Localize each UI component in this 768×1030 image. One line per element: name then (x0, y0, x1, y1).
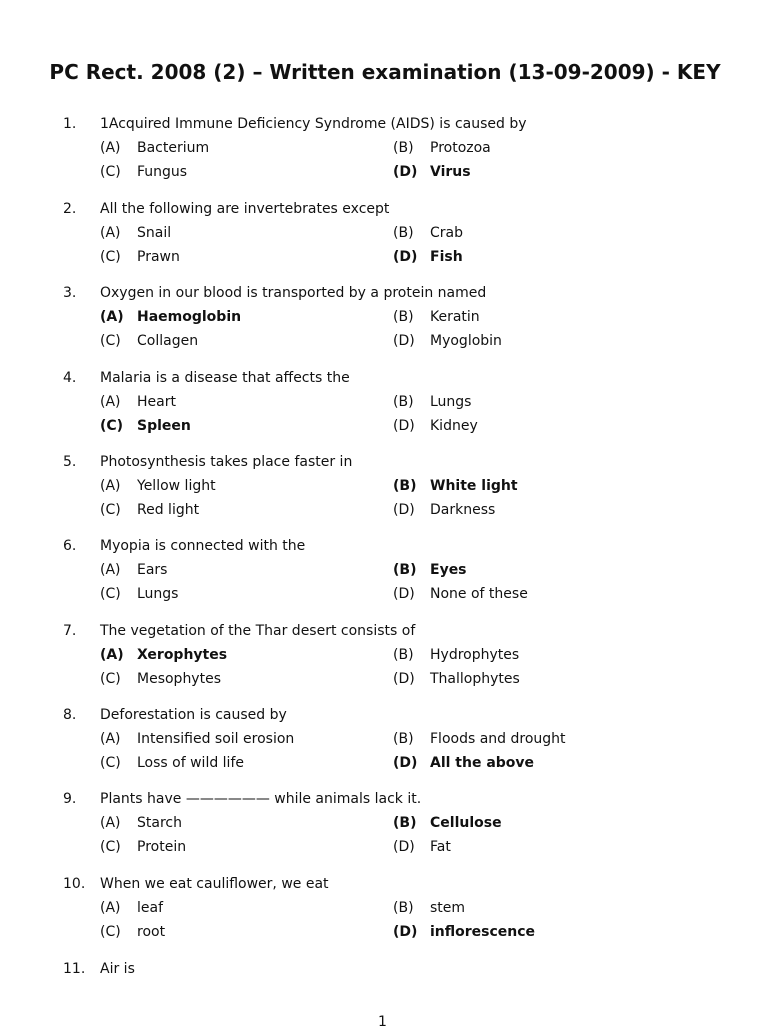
question-text: Air is (100, 961, 135, 977)
option-label: (B) (393, 900, 414, 916)
question-item (0, 284, 768, 356)
option-text: stem (430, 900, 466, 916)
option-text: All the above (430, 755, 535, 771)
question-stem (0, 875, 768, 899)
option-label: (D) (393, 755, 418, 771)
option-text: Floods and drought (430, 731, 566, 747)
option-row (0, 417, 768, 441)
option-label: (B) (393, 647, 414, 663)
option-label: (D) (393, 164, 418, 180)
option-row (0, 501, 768, 525)
option-row (0, 670, 768, 694)
option-label: (C) (100, 839, 121, 855)
option-text: Eyes (430, 562, 467, 578)
option-label: (A) (100, 562, 121, 578)
question-stem (0, 706, 768, 730)
option-row (0, 646, 768, 670)
option-text: Keratin (430, 309, 480, 325)
option-text: Mesophytes (137, 671, 221, 687)
question-number: 5. (63, 454, 77, 470)
question-number: 7. (63, 623, 77, 639)
option-text: None of these (430, 586, 528, 602)
option-text: Xerophytes (137, 647, 228, 663)
option-label: (B) (393, 562, 417, 578)
question-item (0, 115, 768, 187)
question-stem (0, 960, 768, 984)
option-text: Fat (430, 839, 451, 855)
option-label: (D) (393, 333, 415, 349)
option-row (0, 899, 768, 923)
option-label: (C) (100, 333, 121, 349)
option-text: Prawn (137, 249, 180, 265)
option-label: (A) (100, 478, 121, 494)
question-text: Malaria is a disease that affects the (100, 370, 350, 386)
option-label: (D) (393, 418, 415, 434)
option-text: Virus (430, 164, 471, 180)
question-stem (0, 790, 768, 814)
option-text: Yellow light (137, 478, 216, 494)
question-number: 9. (63, 791, 77, 807)
option-label: (B) (393, 731, 414, 747)
option-label: (D) (393, 671, 415, 687)
option-row (0, 838, 768, 862)
option-row (0, 754, 768, 778)
option-label: (C) (100, 418, 124, 434)
option-row (0, 308, 768, 332)
option-label: (C) (100, 755, 121, 771)
option-label: (C) (100, 502, 121, 518)
option-row (0, 224, 768, 248)
option-label: (C) (100, 671, 121, 687)
option-text: root (137, 924, 166, 940)
page-title: PC Rect. 2008 (2) – Written examination (13-09-2009) - KEY (49, 60, 721, 84)
question-stem (0, 369, 768, 393)
question-stem (0, 453, 768, 477)
option-text: Intensified soil erosion (137, 731, 295, 747)
option-label: (C) (100, 924, 121, 940)
option-label: (D) (393, 586, 415, 602)
option-row (0, 561, 768, 585)
option-row (0, 814, 768, 838)
question-item (0, 960, 768, 984)
option-label: (B) (393, 394, 414, 410)
option-label: (C) (100, 164, 121, 180)
option-row (0, 332, 768, 356)
option-row (0, 585, 768, 609)
question-text: Photosynthesis takes place faster in (100, 454, 353, 470)
option-text: Myoglobin (430, 333, 502, 349)
option-text: Loss of wild life (137, 755, 244, 771)
option-row (0, 730, 768, 754)
option-text: Bacterium (137, 140, 210, 156)
question-text: All the following are invertebrates except (100, 201, 390, 217)
option-label: (C) (100, 586, 121, 602)
option-text: Crab (430, 225, 463, 241)
question-item (0, 875, 768, 947)
option-text: Lungs (137, 586, 179, 602)
option-label: (A) (100, 900, 121, 916)
option-text: Haemoglobin (137, 309, 242, 325)
option-label: (A) (100, 225, 121, 241)
question-text: Myopia is connected with the (100, 538, 306, 554)
question-item (0, 453, 768, 525)
question-stem (0, 622, 768, 646)
question-item (0, 200, 768, 272)
option-text: Darkness (430, 502, 496, 518)
question-stem (0, 284, 768, 308)
question-text: Deforestation is caused by (100, 707, 287, 723)
option-text: Fungus (137, 164, 188, 180)
option-row (0, 923, 768, 947)
option-label: (D) (393, 924, 418, 940)
option-label: (B) (393, 225, 414, 241)
question-item (0, 622, 768, 694)
question-item (0, 706, 768, 778)
option-text: Collagen (137, 333, 199, 349)
option-text: Heart (137, 394, 176, 410)
option-text: Spleen (137, 418, 191, 434)
question-number: 11. (63, 961, 86, 977)
option-text: Thallophytes (430, 671, 520, 687)
option-label: (A) (100, 731, 121, 747)
question-item (0, 369, 768, 441)
option-label: (A) (100, 815, 121, 831)
question-number: 2. (63, 201, 77, 217)
option-label: (C) (100, 249, 121, 265)
option-label: (A) (100, 309, 124, 325)
option-label: (B) (393, 140, 414, 156)
question-text: When we eat cauliflower, we eat (100, 876, 329, 892)
option-row (0, 139, 768, 163)
option-text: Hydrophytes (430, 647, 520, 663)
question-item (0, 790, 768, 862)
question-number: 6. (63, 538, 77, 554)
question-number: 3. (63, 285, 77, 301)
option-row (0, 393, 768, 417)
option-text: Kidney (430, 418, 478, 434)
option-text: Starch (137, 815, 182, 831)
question-number: 10. (63, 876, 86, 892)
option-label: (A) (100, 394, 121, 410)
option-text: White light (430, 478, 518, 494)
option-row (0, 248, 768, 272)
option-label: (D) (393, 839, 415, 855)
option-text: inflorescence (430, 924, 536, 940)
option-row (0, 477, 768, 501)
question-item (0, 537, 768, 609)
option-text: Red light (137, 502, 200, 518)
option-text: Fish (430, 249, 463, 265)
option-label: (D) (393, 249, 418, 265)
page-number: 1 (378, 1014, 387, 1030)
option-text: Ears (137, 562, 168, 578)
option-label: (B) (393, 815, 417, 831)
question-stem (0, 115, 768, 139)
option-label: (B) (393, 478, 417, 494)
question-number: 1. (63, 116, 77, 132)
question-text: Plants have —————— while animals lack it. (100, 791, 422, 807)
option-text: Snail (137, 225, 172, 241)
option-text: Cellulose (430, 815, 502, 831)
option-label: (A) (100, 647, 124, 663)
option-row (0, 163, 768, 187)
question-text: 1Acquired Immune Deficiency Syndrome (AIDS) is caused by (100, 116, 527, 132)
question-stem (0, 200, 768, 224)
option-text: Lungs (430, 394, 472, 410)
question-number: 4. (63, 370, 77, 386)
question-text: Oxygen in our blood is transported by a protein named (100, 285, 487, 301)
option-text: leaf (137, 900, 164, 916)
option-text: Protozoa (430, 140, 491, 156)
option-label: (D) (393, 502, 415, 518)
question-stem (0, 537, 768, 561)
question-text: The vegetation of the Thar desert consists of (100, 623, 416, 639)
option-label: (A) (100, 140, 121, 156)
option-label: (B) (393, 309, 414, 325)
question-number: 8. (63, 707, 77, 723)
option-text: Protein (137, 839, 187, 855)
